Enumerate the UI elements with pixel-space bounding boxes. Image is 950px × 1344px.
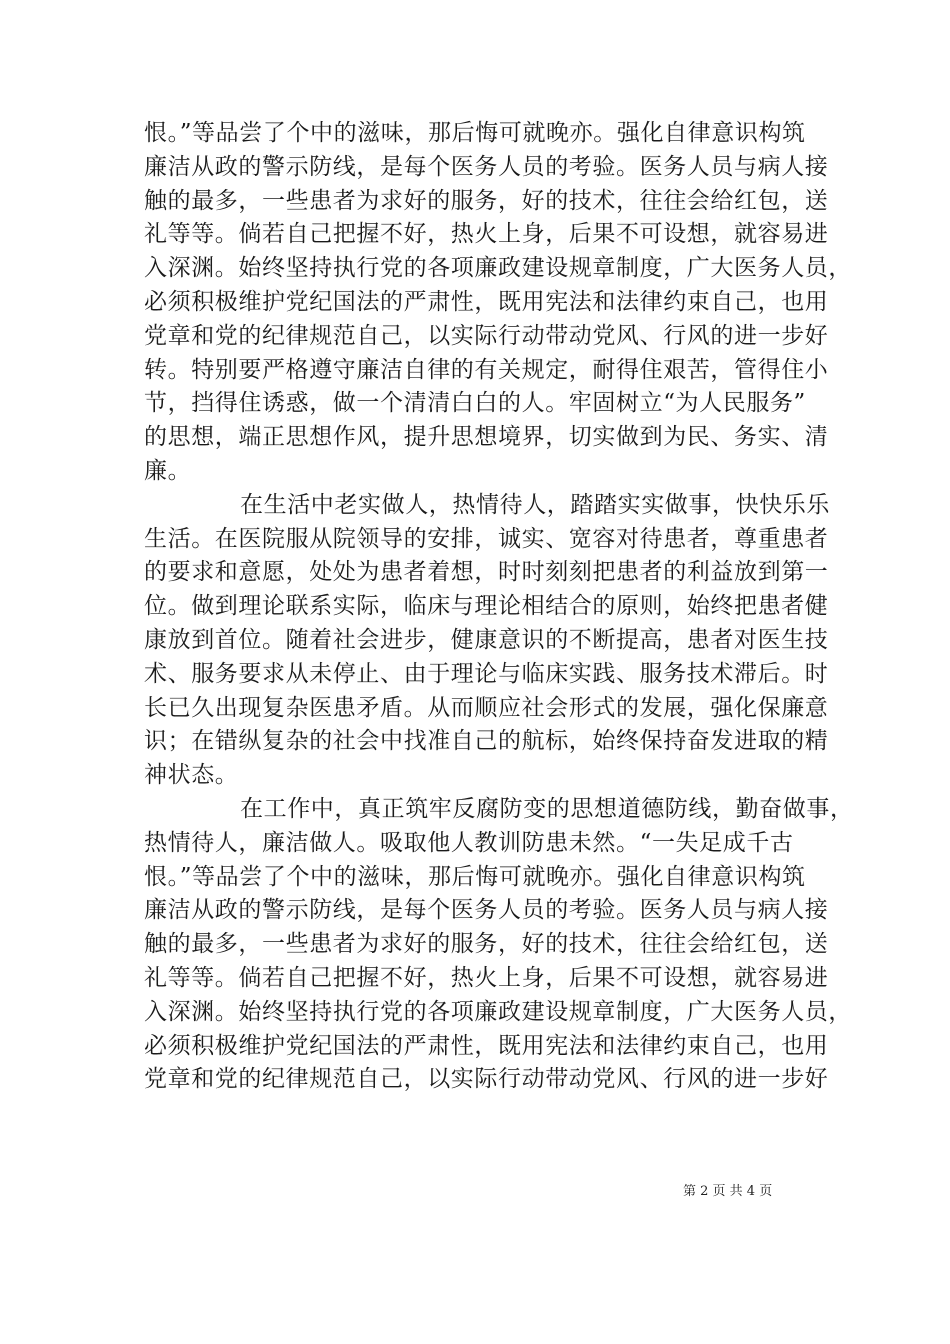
text-line: 长已久出现复杂医患矛盾。从而顺应社会形式的发展，强化保廉意	[144, 694, 829, 721]
text-line: 转。特别要严格遵守廉洁自律的有关规定，耐得住艰苦，管得住小	[144, 356, 829, 383]
text-line: 触的最多，一些患者为求好的服务，好的技术，往往会给红包，送	[144, 931, 829, 958]
text-line: 礼等等。倘若自己把握不好，热火上身，后果不可设想，就容易进	[144, 221, 829, 248]
text-line: 的思想，端正思想作风，提升思想境界，切实做到为民、务实、清	[144, 424, 829, 451]
paragraph-first-line: 在工作中，真正筑牢反腐防变的思想道德防线，勤奋做事，	[240, 795, 854, 822]
text-line: 入深渊。始终坚持执行党的各项廉政建设规章制度，广大医务人员，	[144, 255, 852, 282]
paragraph-first-line: 在生活中老实做人，热情待人，踏踏实实做事，快快乐乐	[240, 491, 830, 518]
text-line: 位。做到理论联系实际，临床与理论相结合的原则，始终把患者健	[144, 593, 829, 620]
text-line: 识；在错纵复杂的社会中找准自己的航标，始终保持奋发进取的精	[144, 728, 829, 755]
text-line: 生活。在医院服从院领导的安排，诚实、宽容对待患者，尊重患者	[144, 525, 829, 552]
text-line: 术、服务要求从未停止、由于理论与临床实践、服务技术滞后。时	[144, 660, 829, 687]
text-line: 恨。”等品尝了个中的滋味，那后悔可就晚亦。强化自律意识构筑	[144, 120, 806, 146]
text-line: 必须积极维护党纪国法的严肃性，既用宪法和法律约束自己，也用	[144, 1032, 829, 1059]
page-number: 第 2 页 共 4 页	[683, 1184, 773, 1199]
text-line: 入深渊。始终坚持执行党的各项廉政建设规章制度，广大医务人员，	[144, 998, 852, 1025]
text-line: 廉。	[144, 457, 192, 484]
text-line: 廉洁从政的警示防线，是每个医务人员的考验。医务人员与病人接	[144, 897, 829, 924]
text-line: 热情待人，廉洁做人。吸取他人教训防患未然。“一失足成千古	[144, 829, 794, 856]
text-line: 神状态。	[144, 762, 239, 789]
text-line: 恨。”等品尝了个中的滋味，那后悔可就晚亦。强化自律意识构筑	[144, 863, 806, 890]
text-line: 廉洁从政的警示防线，是每个医务人员的考验。医务人员与病人接	[144, 153, 829, 180]
text-line: 必须积极维护党纪国法的严肃性，既用宪法和法律约束自己，也用	[144, 288, 829, 315]
text-line: 的要求和意愿，处处为患者着想，时时刻刻把患者的利益放到第一	[144, 559, 829, 586]
text-line: 礼等等。倘若自己把握不好，热火上身，后果不可设想，就容易进	[144, 964, 829, 991]
text-line: 党章和党的纪律规范自己，以实际行动带动党风、行风的进一步好	[144, 1066, 829, 1093]
text-line: 党章和党的纪律规范自己，以实际行动带动党风、行风的进一步好	[144, 322, 829, 349]
text-line: 康放到首位。随着社会进步，健康意识的不断提高，患者对医生技	[144, 626, 829, 653]
text-line: 触的最多，一些患者为求好的服务，好的技术，往往会给红包，送	[144, 187, 829, 214]
body-text	[144, 117, 854, 1097]
text-line: 节，挡得住诱惑，做一个清清白白的人。牢固树立“为人民服务”	[144, 390, 806, 417]
